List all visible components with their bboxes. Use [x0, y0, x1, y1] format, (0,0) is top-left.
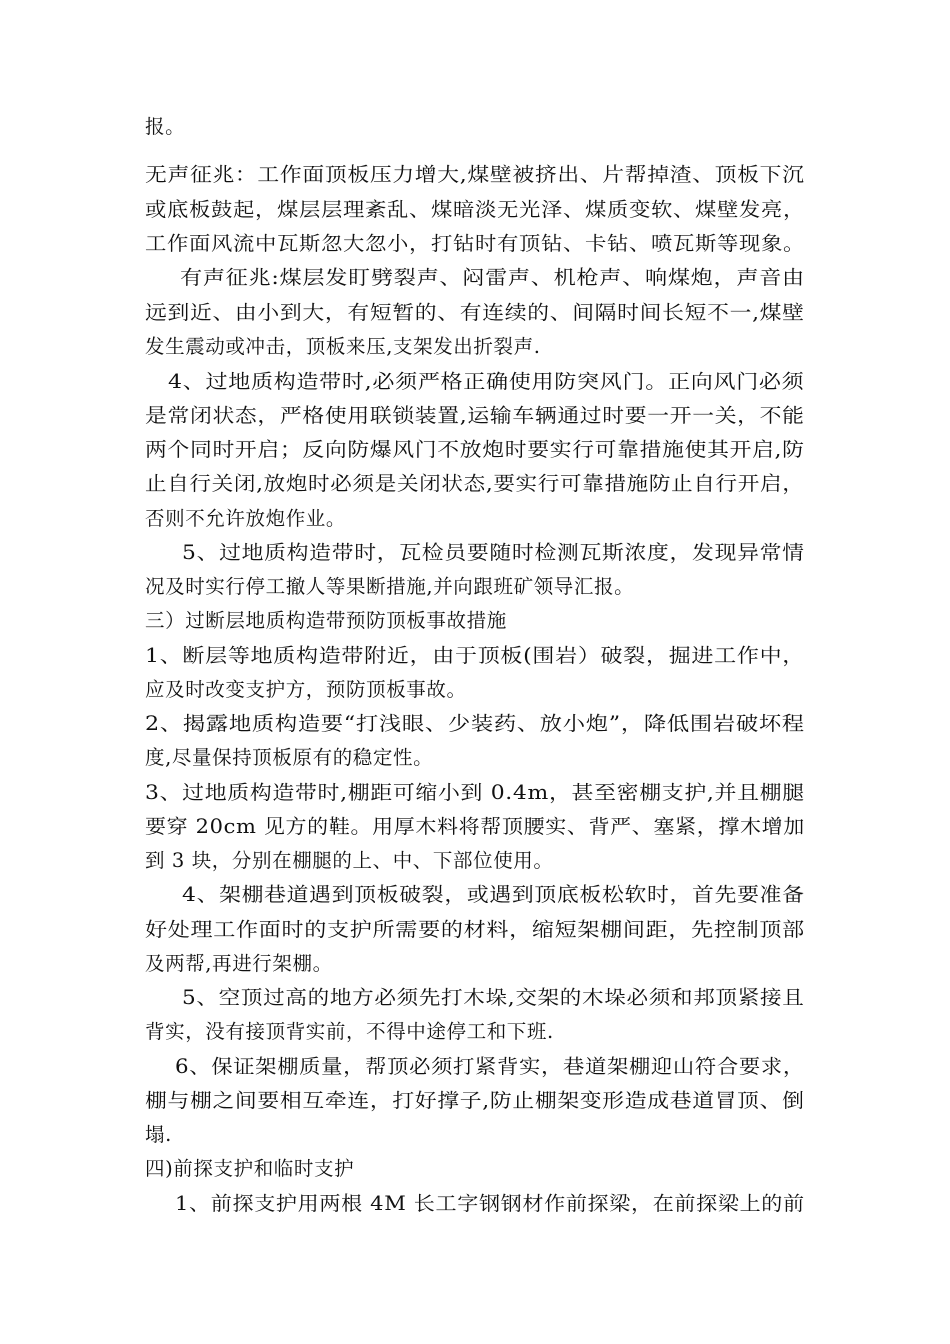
text-line-21: 要穿 20cm 见方的鞋。用厚木料将帮顶腰实、背严、塞紧，撑木增加 [145, 815, 805, 838]
text-line-14: 况及时实行停工撤人等果断措施,并向跟班矿领导汇报。 [145, 575, 635, 598]
text-line-8: 4、过地质构造带时,必须严格正确使用防突风门。正向风门必须 [168, 370, 805, 393]
text-line-2: 无声征兆：工作面顶板压力增大,煤壁被挤出、片帮掉渣、顶板下沉 [145, 163, 805, 186]
text-line-4: 工作面风流中瓦斯忽大忽小，打钻时有顶钻、卡钻、喷瓦斯等现象。 [145, 232, 806, 255]
text-line-6: 远到近、由小到大，有短暂的、有连续的、间隔时间长短不一,煤壁 [145, 301, 805, 324]
text-line-11: 止自行关闭,放炮时必须是关闭状态,要实行可靠措施防止自行开启， [145, 472, 805, 495]
text-line-7: 发生震动或冲击，顶板来压,支架发出折裂声. [145, 335, 541, 358]
text-line-24: 好处理工作面时的支护所需要的材料，缩短架棚间距，先控制顶部 [145, 918, 805, 941]
text-line-27: 背实，没有接顶背实前，不得中途停工和下班. [145, 1020, 554, 1043]
text-line-5: 有声征兆:煤层发盯劈裂声、闷雷声、机枪声、响煤炮，声音由 [180, 266, 805, 289]
text-line-1: 报。 [145, 115, 186, 138]
text-line-17: 应及时改变支护方，预防顶板事故。 [145, 678, 467, 701]
section-heading-3: 三）过断层地质构造带预防顶板事故措施 [145, 609, 507, 632]
text-line-19: 度,尽量保持顶板原有的稳定性。 [145, 746, 434, 769]
text-line-3: 或底板鼓起，煤层层理紊乱、煤暗淡无光泽、煤质变软、煤壁发亮， [145, 198, 806, 221]
text-line-23: 4、架棚巷道遇到顶板破裂，或遇到顶底板松软时，首先要准备 [182, 883, 805, 906]
text-line-12: 否则不允许放炮作业。 [145, 507, 347, 530]
text-line-28: 6、保证架棚质量，帮顶必须打紧背实，巷道架棚迎山符合要求， [175, 1055, 805, 1078]
text-line-25: 及两帮,再进行架棚。 [145, 952, 333, 975]
text-line-22: 到 3 块，分别在棚腿的上、中、下部位使用。 [145, 849, 554, 872]
section-heading-4: 四)前探支护和临时支护 [145, 1157, 355, 1180]
text-line-29: 棚与棚之间要相互牵连，打好撑子,防止棚架变形造成巷道冒顶、倒 [145, 1089, 805, 1112]
text-line-10: 两个同时开启；反向防爆风门不放炮时要实行可靠措施使其开启,防 [145, 438, 805, 461]
text-line-32: 1、前探支护用两根 4M 长工字钢钢材作前探梁，在前探梁上的前 [175, 1192, 805, 1215]
text-line-9: 是常闭状态，严格使用联锁装置,运输车辆通过时要一开一关，不能 [145, 404, 805, 427]
text-line-18: 2、揭露地质构造要“打浅眼、少装药、放小炮”，降低围岩破坏程 [145, 712, 805, 735]
text-line-16: 1、断层等地质构造带附近，由于顶板(围岩）破裂，掘进工作中， [145, 644, 805, 667]
text-line-26: 5、空顶过高的地方必须先打木垛,交架的木垛必须和邦顶紧接且 [182, 986, 805, 1009]
text-line-20: 3、过地质构造带时,棚距可缩小到 0.4m，甚至密棚支护,并且棚腿 [145, 781, 805, 804]
text-line-13: 5、过地质构造带时，瓦检员要随时检测瓦斯浓度，发现异常情 [182, 541, 805, 564]
text-line-30: 塌. [145, 1123, 172, 1146]
